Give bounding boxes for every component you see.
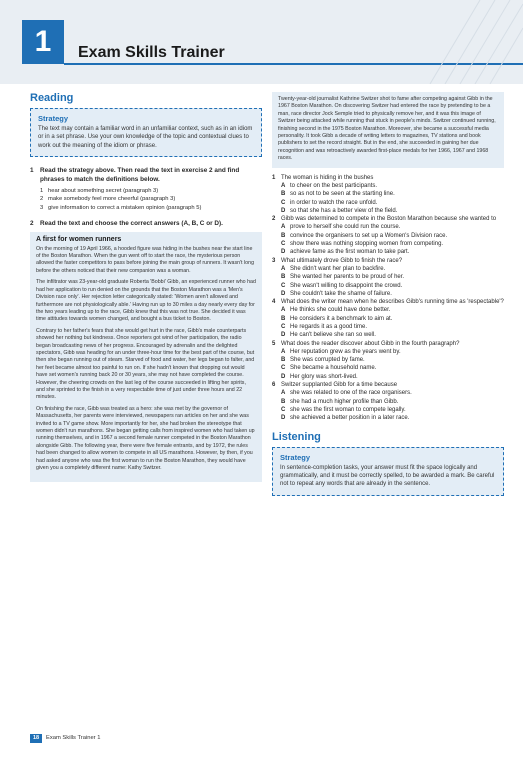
- page-footer: [0, 733, 523, 747]
- question-text: What does the reader discover about Gibb in the fourth paragraph?: [281, 340, 460, 347]
- option-a[interactable]: [281, 348, 504, 356]
- option-text: she had a much higher profile than Gibb.: [290, 398, 399, 405]
- option-text: He can't believe she ran so well.: [290, 332, 376, 339]
- option-a[interactable]: [281, 223, 504, 231]
- listening-section: [272, 431, 504, 496]
- option-letter: A: [281, 348, 286, 355]
- option-c[interactable]: [281, 282, 504, 290]
- option-text: He regards it as a good time.: [290, 324, 368, 330]
- question-number: 3: [272, 257, 276, 264]
- option-text: to cheer on the best participants.: [290, 182, 378, 189]
- option-letter: A: [281, 307, 286, 314]
- option-letter: C: [281, 282, 286, 289]
- option-d[interactable]: [281, 290, 504, 298]
- task-number: 1: [30, 167, 34, 175]
- option-c[interactable]: [281, 323, 504, 331]
- option-d[interactable]: [281, 331, 504, 339]
- option-a[interactable]: [281, 182, 504, 190]
- option-text: She became a household name.: [290, 365, 377, 372]
- option-d[interactable]: [281, 248, 504, 256]
- question-text: Gibb was determined to compete in the Boston Marathon because she wanted to: [281, 216, 497, 223]
- option-c[interactable]: [281, 240, 504, 248]
- option-text: He thinks she could have done better.: [290, 307, 391, 314]
- option-c[interactable]: [281, 199, 504, 207]
- option-a[interactable]: [281, 265, 504, 273]
- reading-strategy-box: [30, 108, 262, 157]
- reading-strategy-title: Strategy: [38, 114, 69, 123]
- option-letter: C: [281, 199, 286, 206]
- article-paragraph-4: On finishing the race, Gibb was treated as a hero: she was met by the governor of Massachusetts, her parents were interviewed, newspapers ran articles on her and she was invited to a TV game show. More importantly for her, she had broken the stereotype that women didn't run marathons. She began getting calls from inspired women who had taken up running themselves, and in 1967 a second female runner competed in the Boston Marathon alongside Gibb. The following year, there were five female entrants, and by 1972, the rules had been changed to allow women to compete in all US marathons. However, by then, if you had asked anyone who was the first woman to run the Boston Marathon, they would have given you a completely different name: Kathy Switzer.: [36, 405, 255, 472]
- item-text: hear about something secret (paragraph 3): [48, 188, 159, 195]
- task-1-items: [40, 187, 262, 212]
- option-b[interactable]: [281, 356, 504, 364]
- option-text: in order to watch the race unfold.: [290, 199, 378, 206]
- right-column: [272, 92, 504, 506]
- option-text: Her reputation grew as the years went by.: [290, 348, 401, 355]
- option-letter: D: [281, 373, 286, 380]
- option-b[interactable]: [281, 190, 504, 198]
- reading-heading: Reading: [30, 92, 74, 104]
- option-text: She couldn't take the shame of failure.: [290, 290, 392, 297]
- option-text: she was related to one of the race organisers.: [290, 390, 412, 397]
- option-letter: A: [281, 224, 286, 231]
- option-text: prove to herself she could run the course.: [290, 224, 401, 231]
- article-paragraph-3: Contrary to her father's fears that she would get hurt in the race, Gibb's male counterparts showed her nothing but kindness. Once reporters got wind of her participation, the radio began broadcasting news of her progress. Encouraged by adrenalin and the delighted spectators, Gibb was heading for an under three-hour time for the best part of the course, but then she began running out of steam. Starved of food and water, her legs began to falter, and her feet became almost too painful to run on. If she hadn't known that dropping out would have set women's running back 20 or 30 years, she may not have completed the course. However, the cheering crowds on the last leg of the course succeeded in lifting her spirits, and she sprinted to the finish in a very respectable time of just under three hours and 22 minutes.: [36, 327, 255, 401]
- option-letter: C: [281, 406, 286, 413]
- option-c[interactable]: [281, 364, 504, 372]
- question-number: 4: [272, 299, 276, 306]
- question: [272, 215, 504, 256]
- option-letter: A: [281, 182, 286, 189]
- option-b[interactable]: [281, 315, 504, 323]
- option-d[interactable]: [281, 207, 504, 215]
- left-column: [30, 92, 262, 482]
- option-b[interactable]: [281, 398, 504, 406]
- option-letter: C: [281, 365, 286, 372]
- option-text: so that she has a better view of the field.: [290, 207, 398, 214]
- task-item: [40, 204, 262, 212]
- question-text: What does the writer mean when he describes Gibb's running time as 'respectable'?: [281, 299, 504, 306]
- question-text: Switzer supplanted Gibb for a time because: [281, 382, 398, 389]
- option-letter: A: [281, 390, 286, 397]
- question: [272, 257, 504, 298]
- article-paragraph-2: The infiltrator was 23-year-old graduate Roberta 'Bobbi' Gibb, an experienced runner who had had her application to run denied on the grounds that the Boston Marathon was a 'Men's Division race only'. Her rejection letter categorically stated: 'Women aren't allowed and furthermore are not physiologically able.' Having run up to 30 miles a day nearly every day for the two years leading up to the race, Gibb knew that this was not true. She decided it was time attitudes towards women changed, and bought a bus ticket to Boston.: [36, 279, 256, 323]
- option-a[interactable]: [281, 306, 504, 314]
- question: [272, 381, 504, 422]
- option-c[interactable]: [281, 406, 504, 414]
- option-text: she achieved a better position in a later race.: [290, 415, 410, 422]
- question-number: 6: [272, 382, 276, 389]
- option-letter: D: [281, 415, 286, 422]
- article-continuation-panel: [272, 92, 504, 168]
- question-text: The woman is hiding in the bushes: [281, 174, 374, 181]
- option-text: convince the organisers to set up a Women's Division race.: [290, 232, 448, 239]
- option-a[interactable]: [281, 389, 504, 397]
- question-text: What ultimately drove Gibb to finish the race?: [281, 257, 403, 264]
- task-text: Read the strategy above. Then read the text in exercise 2 and find phrases to match the definitions below.: [40, 167, 240, 183]
- footer-label: Exam Skills Trainer 1: [46, 735, 101, 741]
- option-b[interactable]: [281, 232, 504, 240]
- reading-strategy-text: The text may contain a familiar word in an unfamiliar context, such as in an idiom or in a set phrase. Use your own knowledge of the topic and contextual clues to work out the meaning of the idiom or phrase.: [38, 126, 253, 149]
- page-header: [0, 0, 523, 84]
- question: [272, 174, 504, 215]
- question-number: 1: [272, 174, 276, 181]
- option-letter: B: [281, 191, 286, 198]
- task-item: [40, 195, 262, 203]
- option-text: Her glory was short-lived.: [290, 373, 358, 380]
- option-letter: B: [281, 232, 286, 239]
- option-letter: B: [281, 357, 286, 364]
- question: [272, 298, 504, 339]
- option-b[interactable]: [281, 273, 504, 281]
- option-letter: D: [281, 332, 286, 339]
- listening-heading: Listening: [272, 430, 321, 443]
- option-letter: C: [281, 324, 286, 330]
- item-number: 2: [40, 196, 44, 203]
- item-number: 3: [40, 204, 44, 211]
- option-text: so as not to be seen at the starting line.: [290, 191, 395, 198]
- question-number: 2: [272, 216, 276, 223]
- header-decoration: [420, 0, 523, 84]
- article-paragraph-5: Twenty-year-old journalist Kathrine Switzer shot to fame after competing against Gibb in the 1967 Boston Marathon. On discovering Switzer had entered the race by pretending to be a man, race director Jock Semple tried to physically remove her, and it was this image of Switzer being attacked while running that stuck in people's minds. Switzer continued running, finishing second in the 1975 Boston Marathon. Moreover, she became a successful media personality. It took Gibb a decade of writing letters to magazines, TV stations and book publishers to set the record straight. But in the end, she succeeded in gaining her due recognition and was retroactively awarded first-place medals for her 1966, 1967 and 1968 races.: [278, 96, 496, 162]
- questions-list: [272, 174, 504, 423]
- option-text: she was the first woman to compete legally.: [290, 406, 406, 413]
- article-paragraph-1: On the morning of 19 April 1966, a hooded figure was hiding in the bushes near the start line of the Boston Marathon. When the gun went off to start the race, the mysterious person allowed the faster competitors to pass before joining the main group of runners. It wasn't long before the others noticed that their new companion was a woman.: [36, 245, 255, 274]
- article-title: A first for women runners: [36, 235, 122, 243]
- option-letter: D: [281, 207, 286, 214]
- question: [272, 340, 504, 381]
- option-text: She didn't want her plan to backfire.: [290, 265, 386, 272]
- option-letter: A: [281, 265, 286, 272]
- reading-text-panel: [30, 232, 262, 483]
- option-text: He considers it a benchmark to aim at.: [290, 315, 393, 322]
- option-d[interactable]: [281, 373, 504, 381]
- listening-strategy-box: [272, 447, 504, 496]
- option-letter: D: [281, 290, 286, 297]
- option-text: She wasn't willing to disappoint the crowd.: [290, 282, 403, 289]
- task-2-instruction: [30, 220, 262, 228]
- option-d[interactable]: [281, 414, 504, 422]
- item-text: give information to correct a mistaken opinion (paragraph 5): [48, 204, 202, 211]
- listening-strategy-title: Strategy: [280, 452, 311, 462]
- question-number: 5: [272, 340, 276, 347]
- option-letter: B: [281, 398, 286, 405]
- option-text: achieve fame as the first woman to take part.: [290, 249, 410, 256]
- task-text: Read the text and choose the correct answers (A, B, C or D).: [40, 220, 223, 228]
- task-1-instruction: [30, 167, 262, 184]
- option-text: She wanted her parents to be proud of her.: [290, 274, 405, 281]
- option-text: She was corrupted by fame.: [290, 357, 365, 364]
- task-item: [40, 187, 262, 195]
- option-letter: D: [281, 249, 286, 256]
- option-letter: B: [281, 315, 286, 322]
- option-text: show there was nothing stopping women from competing.: [290, 241, 444, 248]
- listening-strategy-text: In sentence-completion tasks, your answer must fit the space logically and grammatically, and it must be correctly spelled, to be awarded a mark. Be careful not to repeat any words that are already in the sentence.: [280, 464, 495, 488]
- option-letter: B: [281, 274, 286, 281]
- page-title: Exam Skills Trainer: [78, 44, 225, 61]
- option-letter: C: [281, 241, 286, 248]
- task-number: 2: [30, 220, 34, 228]
- item-text: make somebody feel more cheerful (paragraph 3): [48, 196, 176, 203]
- page-number: 18: [30, 734, 42, 743]
- unit-number-badge: 1: [22, 20, 64, 64]
- item-number: 1: [40, 188, 44, 195]
